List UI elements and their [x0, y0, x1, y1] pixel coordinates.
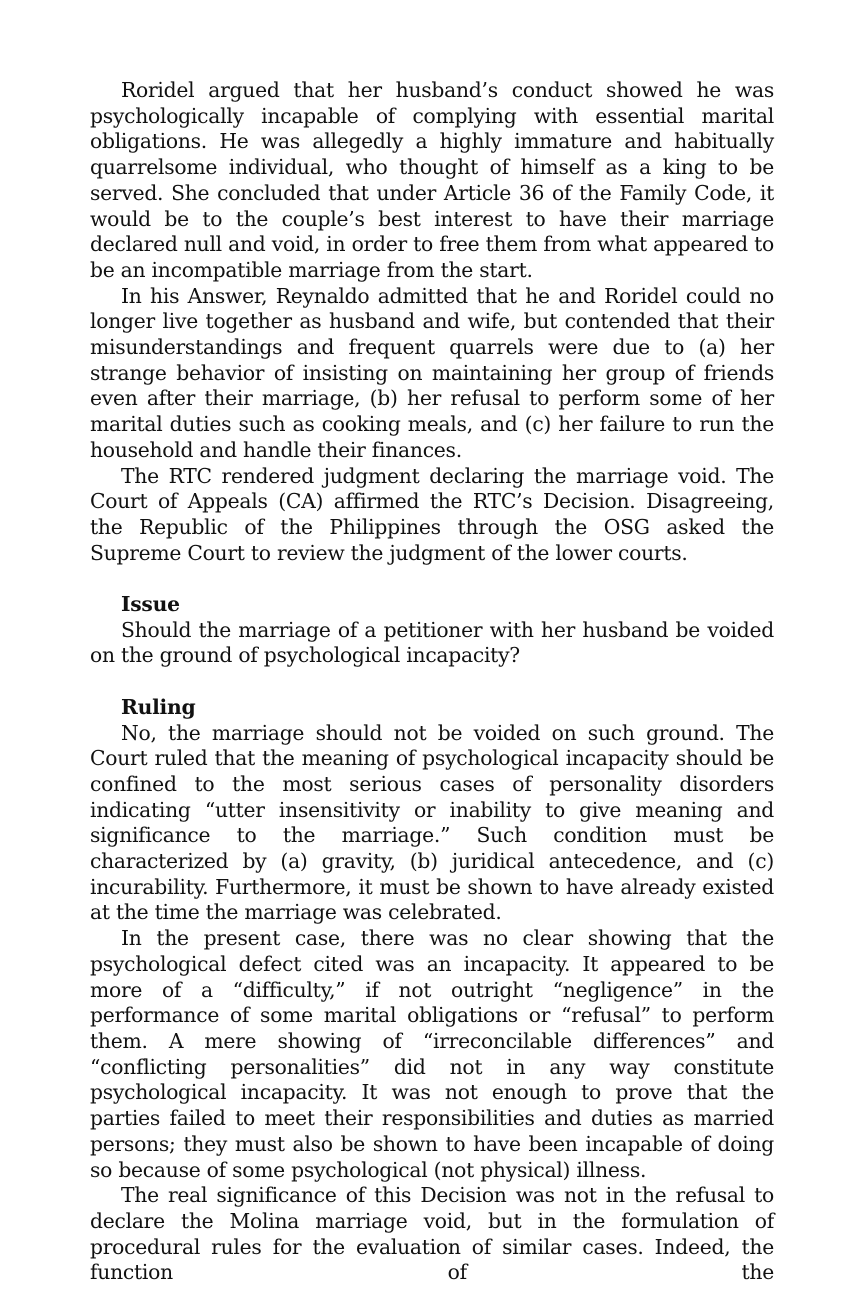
section-spacer [90, 669, 774, 695]
ruling-paragraph-3: The real significance of this Decision was not in the refusal to declare the Molina marriage void, but in the formulation of procedural rules for the evaluation of similar cases. Indeed, the function of the [90, 1183, 774, 1285]
issue-heading: Issue [121, 592, 180, 617]
ruling-paragraph-1: No, the marriage should not be voided on such ground. The Court ruled that the meaning of psychological incapacity should be confined to the most serious cases of personality disorders indicating “utter insensitivity or inability to give meaning and significance to the marriage.” Such condition must be characterized by (a) gravity, (b) juridical antecedence, and (c) incurability. Furthermore, it must be shown to have already existed at the time the marriage was celebrated. [90, 720, 774, 925]
issue-text: Should the marriage of a petitioner with her husband be voided on the ground of psychological incapacity? [90, 617, 774, 668]
ruling-paragraph-2: In the present case, there was no clear showing that the psychological defect cited was an incapacity. It appeared to be more of a “difficulty,” if not outright “negligence” in the performance of some marital obligations or “refusal” to perform them. A mere showing of “irreconcilable differences” and “conflicting personalities” did not in any way constitute psychological incapacity. It was not enough to prove that the parties failed to meet their responsibilities and duties as married persons; they must also be shown to have been incapable of doing so because of some psychological (not physical) illness. [90, 926, 774, 1182]
ruling-heading: Ruling [121, 694, 196, 719]
paragraph-roridel-argument: Roridel argued that her husband’s conduct showed he was psychologically incapable of complying with essential marital obligations. He was allegedly a highly immature and habitually quarrelsome individual, who thought of himself as a king to be served. She concluded that under Article 36 of the Family Code, it would be to the couple’s best interest to have their marriage declared null and void, in order to free them from what appeared to be an incompatible marriage from the start. [90, 78, 774, 282]
section-spacer [90, 566, 774, 592]
paragraph-reynaldo-answer: In his Answer, Reynaldo admitted that he and Roridel could no longer live together as husband and wife, but contended that their misunderstandings and frequent quarrels were due to (a) her strange behavior of insisting on maintaining her group of friends even after their marriage, (b) her refusal to perform some of her marital duties such as cooking meals, and (c) her failure to run the household and handle their finances. [90, 283, 774, 462]
document-page [90, 78, 774, 1286]
paragraph-rtc-judgment: The RTC rendered judgment declaring the marriage void. The Court of Appeals (CA) affirmed the RTC’s Decision. Disagreeing, the Republic of the Philippines through the OSG asked the Supreme Court to review the judgment of the lower courts. [90, 463, 774, 565]
